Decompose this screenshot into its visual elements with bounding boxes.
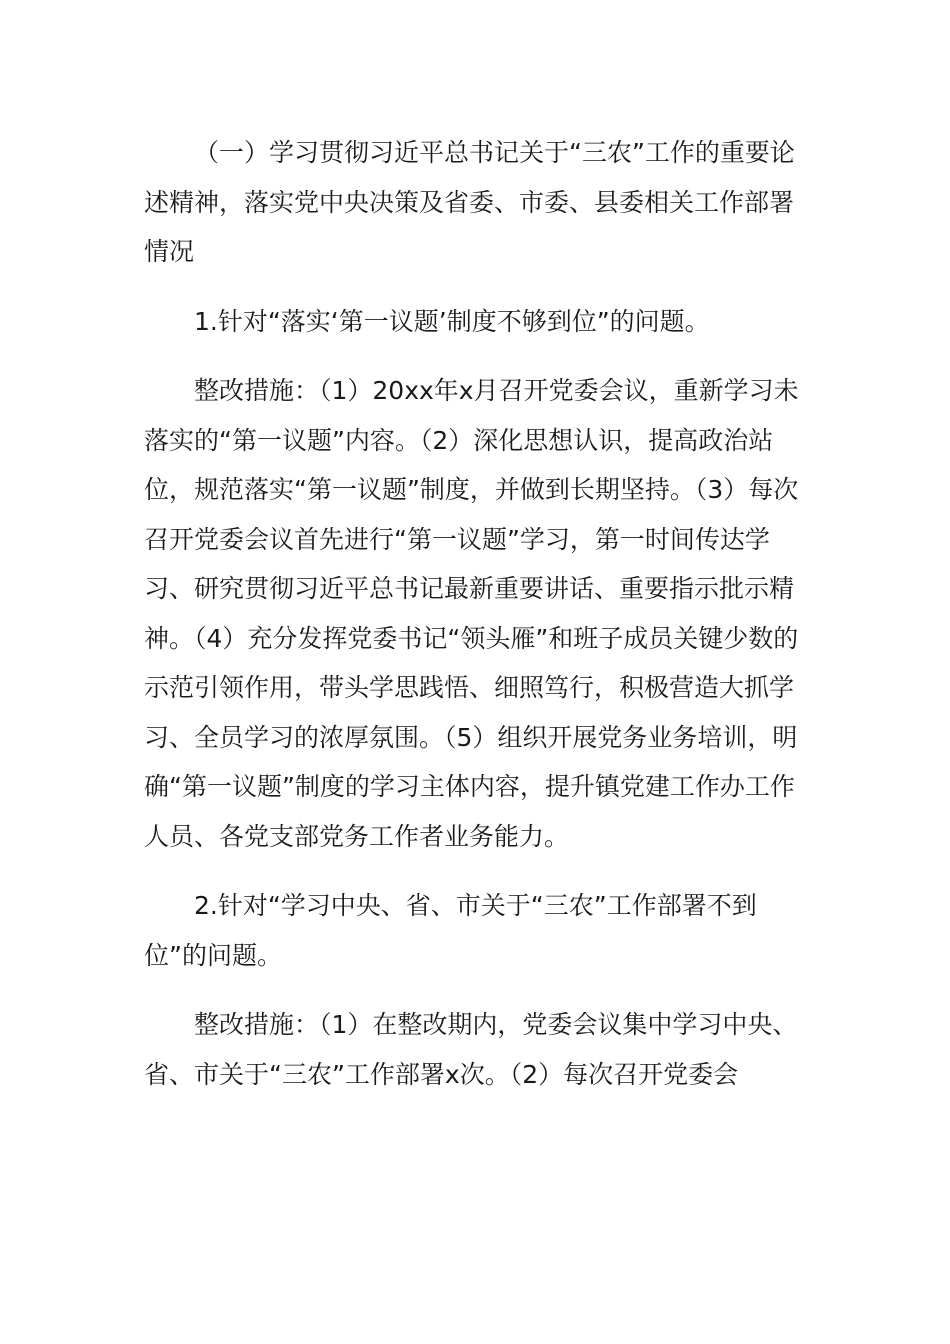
document-body <box>144 128 808 1099</box>
issue-title-1: 1.针对“落实‘第一议题’制度不够到位”的问题。 <box>194 306 710 336</box>
section-heading: （一）学习贯彻习近平总书记关于“三农”工作的重要论述精神，落实党中央决策及省委、市委、县委相关工作部署情况 <box>144 138 795 266</box>
rectification-measures-1: 整改措施：（1）20xx年x月召开党委会议，重新学习未落实的“第一议题”内容。（2）深化思想认识，提高政治站位，规范落实“第一议题”制度，并做到长期坚持。（3）每次召开党委会议首先进行“第一议题”学习，第一时间传达学习、研究贯彻习近平总书记最新重要讲话、重要指示批示精神。（4）充分发挥党委书记“领头雁”和班子成员关键少数的示范引领作用，带头学思践悟、细照笃行，积极营造大抓学习、全员学习的浓厚氛围。（5）组织开展党务业务培训，明确“第一议题”制度的学习主体内容，提升镇党建工作办工作人员、各党支部党务工作者业务能力。 <box>144 376 799 851</box>
issue-title-2: 2.针对“学习中央、省、市关于“三农”工作部署不到位”的问题。 <box>144 891 757 970</box>
rectification-measures-2: 整改措施：（1）在整改期内，党委会议集中学习中央、省、市关于“三农”工作部署x次。（2）每次召开党委会 <box>144 1010 798 1089</box>
